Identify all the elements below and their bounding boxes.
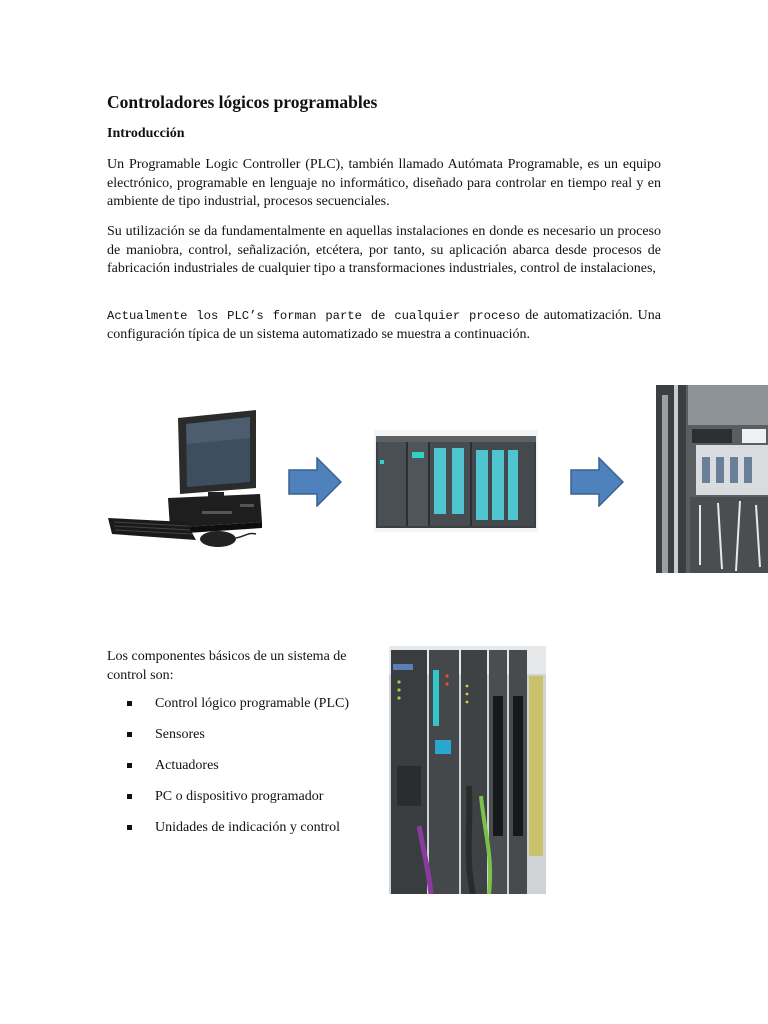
- list-item: [127, 757, 349, 788]
- bullet-icon: [127, 763, 132, 768]
- plc-hardware-photo: [389, 646, 546, 894]
- plc-rack-icon: [374, 430, 538, 532]
- intro-paragraph-1: Un Programable Logic Controller (PLC), también llamado Autómata Programable, es un equipo electrónico, programable en lenguaje no informático, diseñado para controlar en tiempo real y en ambiente de tipo industrial, procesos secuenciales.: [107, 157, 661, 209]
- right-arrow-icon: [288, 457, 342, 507]
- section-heading: Introducción: [107, 126, 185, 141]
- bullet-icon: [127, 794, 132, 799]
- page-title: Controladores lógicos programables: [107, 92, 378, 112]
- intro-paragraph-2: Su utilización se da fundamentalmente en aquellas instalaciones en donde es necesario un proceso de maniobra, control, señalización, etcétera, por tanto, su aplicación abarca desde procesos de fabricación industriales de cualquier tipo a transformaciones industriales, control de instalaciones,: [107, 224, 661, 276]
- paragraph-3-mono-text: Actualmente los PLC’s forman parte de cualquier proceso: [107, 309, 521, 323]
- bullet-icon: [127, 701, 132, 706]
- list-item-text: Sensores: [155, 727, 205, 742]
- electrical-cabinet-icon: [656, 385, 768, 573]
- right-arrow-icon: [570, 457, 624, 507]
- list-item: [127, 726, 349, 757]
- list-item: [127, 788, 349, 819]
- list-item: [127, 819, 349, 850]
- intro-paragraph-3: [107, 307, 661, 344]
- bullet-icon: [127, 732, 132, 737]
- paragraph-3-text: de automatización. Una configuración típica de un sistema automatizado se muestra a continuación.: [107, 308, 661, 342]
- list-item-text: PC o dispositivo programador: [155, 789, 324, 804]
- list-item: [127, 695, 349, 726]
- list-item-text: Unidades de indicación y control: [155, 820, 341, 835]
- computer-icon: [106, 408, 268, 550]
- components-list: [127, 695, 349, 850]
- list-item-text: Control lógico programable (PLC): [155, 696, 350, 711]
- bullet-icon: [127, 825, 132, 830]
- list-item-text: Actuadores: [155, 758, 219, 773]
- components-intro: Los componentes básicos de un sistema de control son:: [107, 649, 347, 683]
